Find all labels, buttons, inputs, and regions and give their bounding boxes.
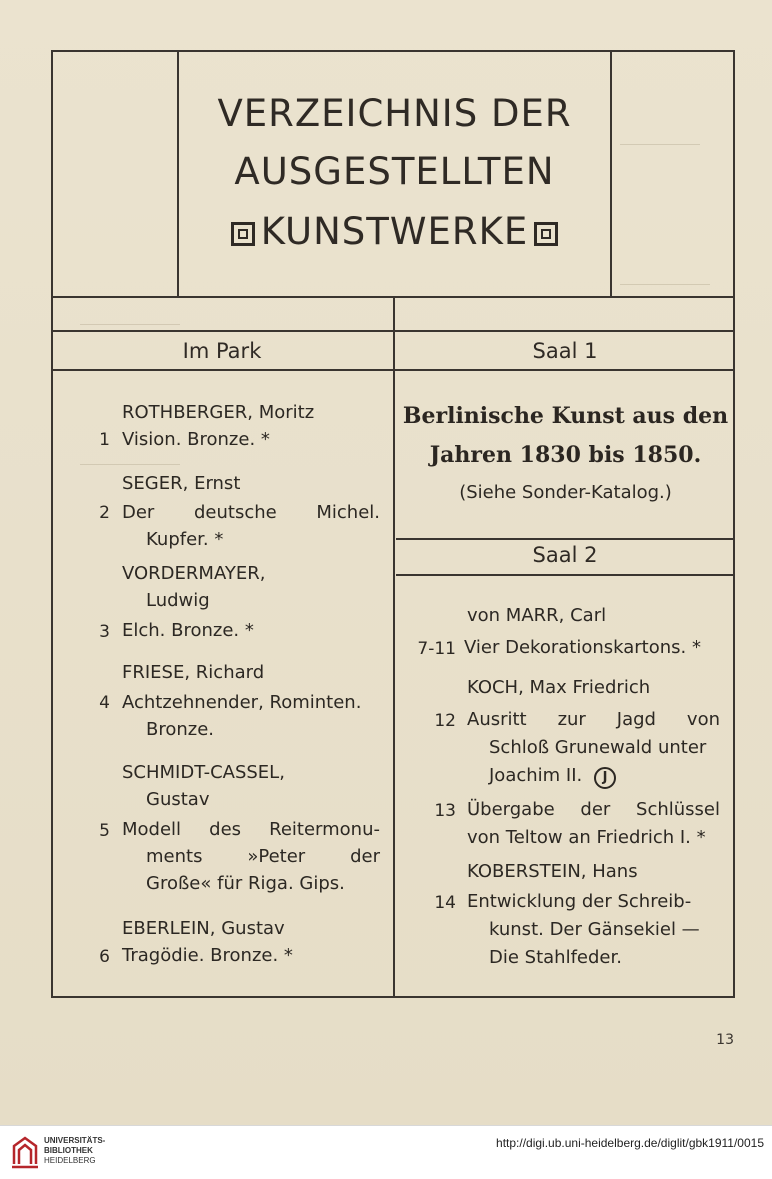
source-url-link[interactable]: http://digi.ub.uni-heidelberg.de/diglit/gbk1911/0015 xyxy=(496,1136,764,1150)
work-title-cont: ments »Peter der xyxy=(146,846,380,867)
entry-number: 3 xyxy=(99,622,110,642)
work-title: Modell des Reitermonu- xyxy=(122,819,380,840)
header-saal-1: Saal 1 xyxy=(532,339,598,363)
entry-number: 2 xyxy=(99,503,110,523)
j-badge-icon xyxy=(594,767,616,789)
library-name xyxy=(44,1136,105,1166)
title-line-1: VERZEICHNIS DER xyxy=(217,92,572,135)
artist-name: FRIESE, Richard xyxy=(122,662,265,683)
work-title-cont: Die Stahlfeder. xyxy=(489,947,622,968)
artist-name: VORDERMAYER, xyxy=(122,563,266,584)
work-title: Vier Dekorationskartons. * xyxy=(464,637,701,658)
work-title: Tragödie. Bronze. * xyxy=(122,945,293,966)
work-title: Vision. Bronze. * xyxy=(122,429,270,450)
entry-number: 4 xyxy=(99,693,110,713)
title-block xyxy=(177,50,612,296)
square-ornament-icon xyxy=(534,222,558,246)
work-title-cont: Bronze. xyxy=(146,719,215,740)
entry-number: 6 xyxy=(99,947,110,967)
work-title: Übergabe der Schlüssel xyxy=(467,799,720,820)
library-logo-icon xyxy=(10,1134,40,1170)
artist-name-cont: Ludwig xyxy=(146,590,210,611)
j-badge-letter: J xyxy=(602,770,608,785)
artist-name: von MARR, Carl xyxy=(467,605,607,626)
header-im-park: Im Park xyxy=(182,339,262,363)
work-title: Der deutsche Michel. xyxy=(122,502,380,523)
header-saal-2: Saal 2 xyxy=(532,543,598,567)
entry-number: 13 xyxy=(434,801,456,821)
title-line-2: AUSGESTELLTEN xyxy=(234,150,555,193)
work-title-cont: Große« für Riga. Gips. xyxy=(146,873,345,894)
entry-number: 12 xyxy=(434,711,456,731)
column-divider xyxy=(393,296,395,998)
saal1-title-cont: Jahren 1830 bis 1850. xyxy=(429,442,702,468)
title-line-3-row xyxy=(179,210,610,253)
saal1-title: Berlinische Kunst aus den xyxy=(402,403,729,429)
entry-number: 14 xyxy=(434,893,456,913)
work-title: Elch. Bronze. * xyxy=(122,620,254,641)
work-title: Ausritt zur Jagd von xyxy=(467,709,720,730)
divider xyxy=(396,538,735,540)
entry-number: 7-11 xyxy=(417,639,456,659)
artist-name: SCHMIDT-CASSEL, xyxy=(122,762,285,783)
artist-name: EBERLEIN, Gustav xyxy=(122,918,285,939)
work-title-cont-row xyxy=(489,765,616,789)
entry-number: 1 xyxy=(99,430,110,450)
square-ornament-icon xyxy=(231,222,255,246)
page-number: 13 xyxy=(716,1032,734,1048)
artist-name: SEGER, Ernst xyxy=(122,473,241,494)
artist-name-cont: Gustav xyxy=(146,789,210,810)
work-title-cont: Joachim II. xyxy=(489,765,583,786)
title-line-3: KUNSTWERKE xyxy=(260,210,529,253)
work-title-cont: von Teltow an Friedrich I. * xyxy=(467,827,706,848)
library-name-line: HEIDELBERG xyxy=(44,1156,96,1165)
artist-name: KOBERSTEIN, Hans xyxy=(467,861,638,882)
work-title-cont: Kupfer. * xyxy=(146,529,224,550)
entry-number: 5 xyxy=(99,821,110,841)
divider xyxy=(396,574,735,576)
library-name-line: UNIVERSITÄTS- xyxy=(44,1136,106,1145)
work-title-cont: Schloß Grunewald unter xyxy=(489,737,707,758)
artist-name: KOCH, Max Friedrich xyxy=(467,677,651,698)
work-title: Achtzehnender, Rominten. xyxy=(122,692,362,713)
library-footer xyxy=(0,1125,772,1179)
work-title: Entwicklung der Schreib- xyxy=(467,891,692,912)
library-name-line: BIBLIOTHEK xyxy=(44,1146,93,1155)
work-title-cont: kunst. Der Gänsekiel — xyxy=(489,919,700,940)
saal1-note: (Siehe Sonder-Katalog.) xyxy=(459,482,672,503)
artist-name: ROTHBERGER, Moritz xyxy=(122,402,315,423)
